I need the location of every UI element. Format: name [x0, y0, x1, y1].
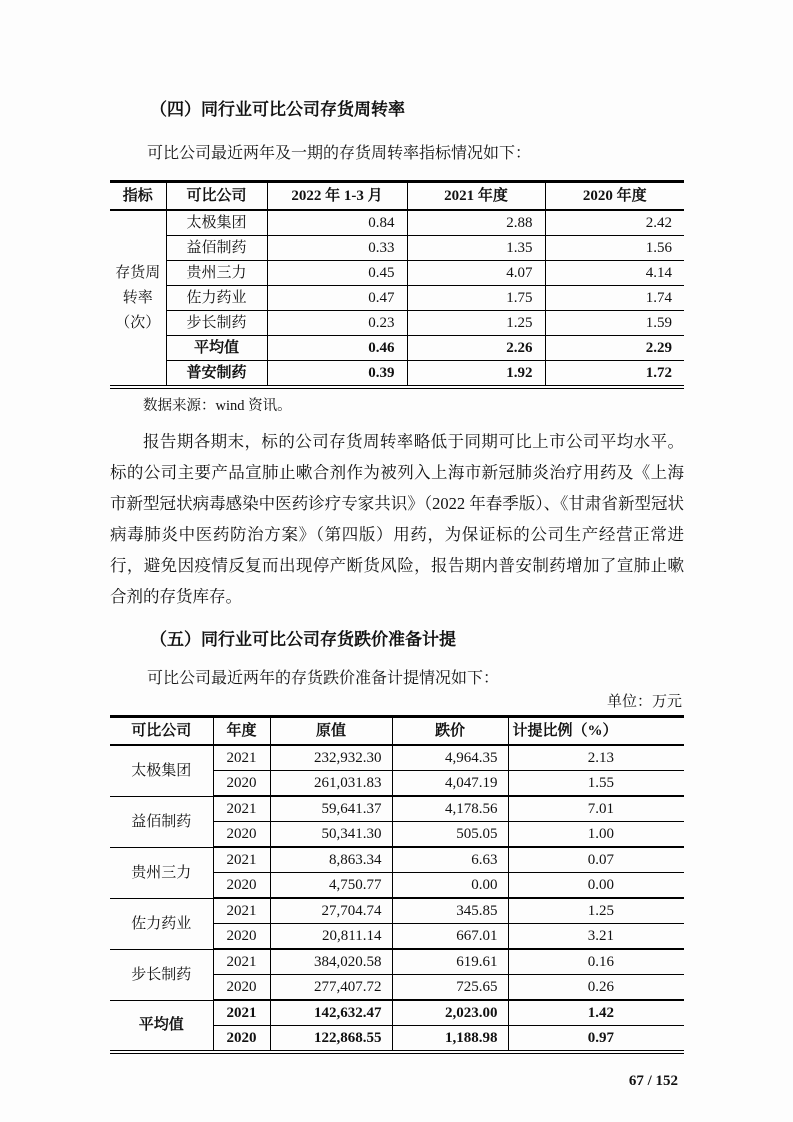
table-row — [110, 898, 684, 924]
inventory-provision-table — [110, 715, 684, 1054]
table-row — [110, 236, 684, 261]
ratio-value-cell: 0.97 — [508, 1026, 684, 1053]
table-row — [110, 796, 684, 822]
original-value-cell: 261,031.83 — [270, 771, 392, 797]
year-cell: 2020 — [213, 873, 270, 899]
table-row — [110, 745, 684, 771]
header-provision: 跌价 — [392, 717, 508, 746]
indicator-merged-cell — [110, 210, 166, 387]
year-cell: 2021 — [213, 949, 270, 975]
data-source-note: 数据来源：wind 资讯。 — [143, 398, 292, 414]
turnover-table-body — [110, 210, 684, 387]
company-merged-cell: 太极集团 — [110, 745, 213, 796]
table-row — [110, 361, 684, 388]
provision-table-body — [110, 745, 684, 1052]
year-cell: 2021 — [213, 745, 270, 771]
original-value-cell: 8,863.34 — [270, 847, 392, 873]
value-cell: 2.88 — [407, 210, 545, 236]
original-value-cell: 59,641.37 — [270, 796, 392, 822]
provision-value-cell: 505.05 — [392, 822, 508, 848]
page-number: 67 / 152 — [628, 1073, 678, 1089]
original-value-cell: 50,341.30 — [270, 822, 392, 848]
company-cell: 步长制药 — [166, 311, 267, 336]
ratio-value-cell: 1.55 — [508, 771, 684, 797]
indicator-label-line: 转率 — [122, 289, 153, 306]
year-cell: 2021 — [213, 847, 270, 873]
indicator-label-line: （次） — [115, 314, 161, 331]
company-cell: 平均值 — [166, 336, 267, 361]
company-merged-cell: 步长制药 — [110, 949, 213, 1000]
original-value-cell: 142,632.47 — [270, 1000, 392, 1026]
original-value-cell: 277,407.72 — [270, 975, 392, 1001]
unit-label: 单位：万元 — [606, 694, 682, 710]
header-2022-period: 2022 年 1-3 月 — [267, 182, 407, 211]
table-row — [110, 311, 684, 336]
value-cell: 1.74 — [545, 286, 684, 311]
table-row — [110, 286, 684, 311]
ratio-value-cell: 1.25 — [508, 898, 684, 924]
table-row — [110, 1000, 684, 1026]
company-cell: 佐力药业 — [166, 286, 267, 311]
value-cell: 2.42 — [545, 210, 684, 236]
ratio-value-cell: 0.00 — [508, 873, 684, 899]
section-4-heading: （四）同行业可比公司存货周转率 — [150, 100, 405, 119]
company-merged-cell: 平均值 — [110, 1000, 213, 1052]
value-cell: 2.26 — [407, 336, 545, 361]
year-cell: 2021 — [213, 796, 270, 822]
header-original-value: 原值 — [270, 717, 392, 746]
header-provision-ratio: 计提比例（%） — [508, 717, 684, 746]
indicator-label-line: 存货周 — [115, 264, 161, 281]
section-5-intro: 可比公司最近两年的存货跌价准备计提情况如下： — [147, 670, 500, 687]
year-cell: 2020 — [213, 771, 270, 797]
ratio-value-cell: 1.00 — [508, 822, 684, 848]
company-merged-cell: 佐力药业 — [110, 898, 213, 949]
value-cell: 1.72 — [545, 361, 684, 388]
table-row — [110, 847, 684, 873]
provision-value-cell: 619.61 — [392, 949, 508, 975]
company-merged-cell: 贵州三力 — [110, 847, 213, 898]
value-cell: 0.47 — [267, 286, 407, 311]
value-cell: 0.84 — [267, 210, 407, 236]
company-cell: 益佰制药 — [166, 236, 267, 261]
analysis-paragraph: 报告期各期末，标的公司存货周转率略低于同期可比上市公司平均水平。标的公司主要产品宣肺止嗽合剂作为被列入上海市新冠肺炎治疗用药及《上海市新型冠状病毒感染中医药诊疗专家共识》（2022 年春季版）、《甘肃省新型冠状病毒肺炎中医药防治方案》（第四版）用药，为保证标的公司生产经营正常进行，避免因疫情反复而出现停产断货风险，报告期内普安制药增加了宣肺止嗽合剂的存货库存。 — [110, 432, 684, 606]
table-row — [110, 261, 684, 286]
provision-value-cell: 1,188.98 — [392, 1026, 508, 1053]
company-cell: 普安制药 — [166, 361, 267, 388]
ratio-value-cell: 0.07 — [508, 847, 684, 873]
table-row — [110, 949, 684, 975]
provision-value-cell: 725.65 — [392, 975, 508, 1001]
ratio-value-cell: 2.13 — [508, 745, 684, 771]
value-cell: 0.39 — [267, 361, 407, 388]
original-value-cell: 384,020.58 — [270, 949, 392, 975]
original-value-cell: 27,704.74 — [270, 898, 392, 924]
company-merged-cell: 益佰制药 — [110, 796, 213, 847]
year-cell: 2021 — [213, 1000, 270, 1026]
year-cell: 2020 — [213, 1026, 270, 1053]
year-cell: 2020 — [213, 924, 270, 950]
table-header-row — [110, 717, 684, 746]
section-4-intro: 可比公司最近两年及一期的存货周转率指标情况如下： — [147, 145, 532, 162]
table-row — [110, 210, 684, 236]
provision-value-cell: 345.85 — [392, 898, 508, 924]
value-cell: 4.14 — [545, 261, 684, 286]
original-value-cell: 232,932.30 — [270, 745, 392, 771]
section-5-heading: （五）同行业可比公司存货跌价准备计提 — [150, 630, 456, 649]
value-cell: 0.45 — [267, 261, 407, 286]
value-cell: 0.46 — [267, 336, 407, 361]
year-cell: 2020 — [213, 822, 270, 848]
provision-value-cell: 4,964.35 — [392, 745, 508, 771]
value-cell: 4.07 — [407, 261, 545, 286]
ratio-value-cell: 0.26 — [508, 975, 684, 1001]
original-value-cell: 122,868.55 — [270, 1026, 392, 1053]
table-row — [110, 336, 684, 361]
year-cell: 2021 — [213, 898, 270, 924]
value-cell: 1.75 — [407, 286, 545, 311]
provision-value-cell: 4,047.19 — [392, 771, 508, 797]
value-cell: 1.92 — [407, 361, 545, 388]
value-cell: 2.29 — [545, 336, 684, 361]
header-company: 可比公司 — [166, 182, 267, 211]
header-year: 年度 — [213, 717, 270, 746]
company-cell: 贵州三力 — [166, 261, 267, 286]
value-cell: 1.56 — [545, 236, 684, 261]
value-cell: 1.35 — [407, 236, 545, 261]
ratio-value-cell: 3.21 — [508, 924, 684, 950]
provision-value-cell: 4,178.56 — [392, 796, 508, 822]
company-cell: 太极集团 — [166, 210, 267, 236]
provision-value-cell: 0.00 — [392, 873, 508, 899]
ratio-value-cell: 0.16 — [508, 949, 684, 975]
value-cell: 1.59 — [545, 311, 684, 336]
header-company: 可比公司 — [110, 717, 213, 746]
year-cell: 2020 — [213, 975, 270, 1001]
value-cell: 1.25 — [407, 311, 545, 336]
header-2021-year: 2021 年度 — [407, 182, 545, 211]
original-value-cell: 20,811.14 — [270, 924, 392, 950]
header-indicator: 指标 — [110, 182, 166, 211]
inventory-turnover-table — [110, 180, 684, 389]
original-value-cell: 4,750.77 — [270, 873, 392, 899]
ratio-value-cell: 7.01 — [508, 796, 684, 822]
provision-value-cell: 667.01 — [392, 924, 508, 950]
header-2020-year: 2020 年度 — [545, 182, 684, 211]
provision-value-cell: 2,023.00 — [392, 1000, 508, 1026]
ratio-value-cell: 1.42 — [508, 1000, 684, 1026]
table-header-row — [110, 182, 684, 211]
page-content — [110, 0, 684, 1090]
provision-value-cell: 6.63 — [392, 847, 508, 873]
value-cell: 0.23 — [267, 311, 407, 336]
value-cell: 0.33 — [267, 236, 407, 261]
